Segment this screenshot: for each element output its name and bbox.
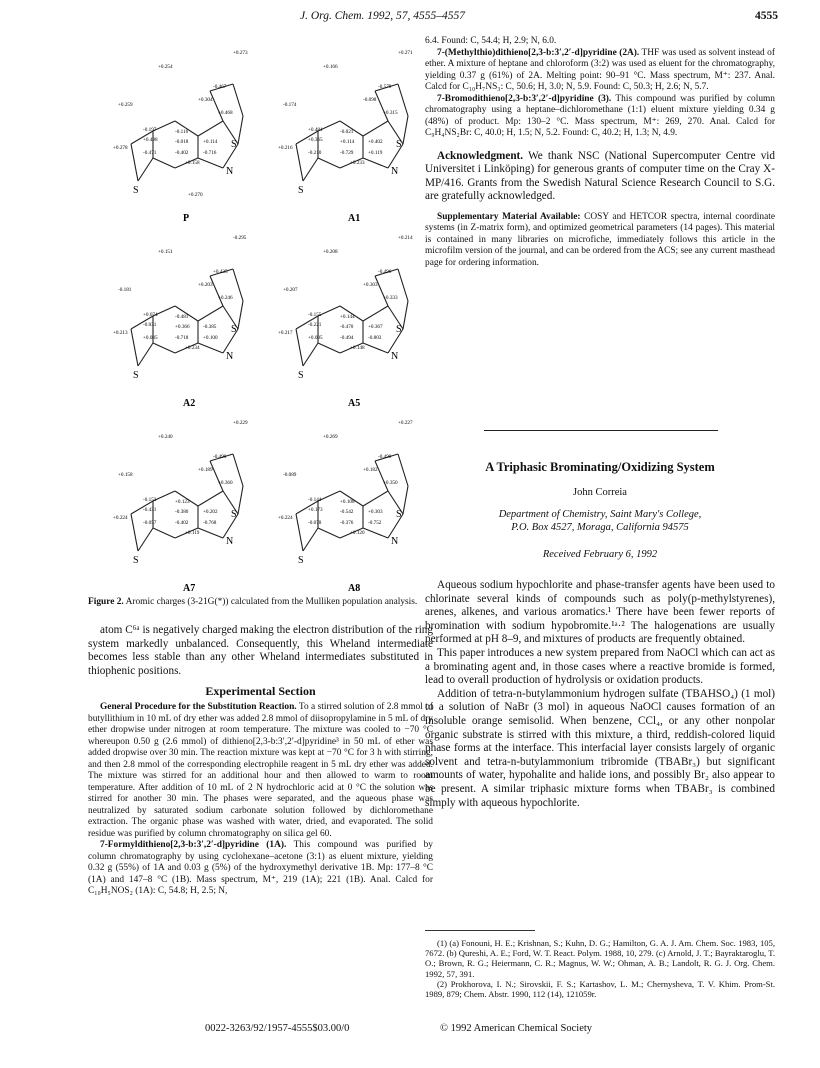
paragraph: atom C⁶ᵃ is negatively charged making the electron distribution of the ring system markedly unbalanced. Consequently, this Wheland intermediate becomes less stable than any other Wheland intermediates substituted in thiophenic positions. [88,624,433,677]
bond [403,301,408,329]
bond [138,528,153,551]
bond [198,121,223,136]
charge-value: -0.197 [143,127,157,133]
bond [210,276,223,306]
paragraph [88,702,433,840]
charge-value: +0.360 [218,480,233,486]
figure-caption [88,597,433,608]
charge-value: +0.270 [188,192,203,198]
charge-value: +0.119 [368,150,383,156]
charge-value: +0.114 [340,139,355,145]
charge-value: -0.210 [308,150,322,156]
charge-value: -0.153 [143,497,157,503]
bond [296,144,303,181]
charge-value: +0.208 [323,249,338,255]
charge-value: +0.233 [350,160,365,166]
bond [398,269,408,301]
charge-value: -0.496 [378,269,392,275]
footer-copyright: © 1992 American Chemical Society [440,1023,593,1034]
charge-value: +0.367 [368,324,383,330]
charge-value: +0.246 [218,295,233,301]
charge-value: +0.005 [308,335,323,341]
footnotes [425,938,775,999]
charge-value: -0.471 [143,150,157,156]
charge-value: +0.120 [350,530,365,536]
charge-value: +0.151 [158,249,173,255]
paragraph-heading: 7-Formyldithieno[2,3-b:3′,2′-d]pyridine (1A). [100,840,287,851]
charge-value: +0.224 [113,515,128,521]
bond [131,329,138,366]
charge-value: -0.376 [340,520,354,526]
received-date: Received February 6, 1992 [542,549,658,560]
charge-value: -0.490 [213,454,227,460]
charge-value: +0.273 [233,50,248,56]
affiliation-line: P.O. Box 4527, Moraga, California 94575 [511,522,689,533]
bond [303,343,318,366]
bond [363,343,388,353]
heteroatom-label: S [396,324,402,335]
journal-citation: J. Org. Chem. 1992, 57, 4555–4557 [300,10,466,22]
heteroatom-label: N [391,351,399,362]
left-column-text [88,624,433,898]
bond [296,514,303,551]
charge-value: -0.116 [175,129,189,135]
charge-value: +0.114 [203,139,218,145]
footnote: (2) Prokhorova, I. N.; Sirovskii, F. S.; Kartashov, L. M.; Chernysheva, T. V. Khim. Prom-St. 1989, 879; Chem. Abstr. 1990, 112 (14), 121059r. [425,978,775,1000]
bond [138,158,153,181]
charge-value: -0.718 [175,335,189,341]
charge-value: +0.216 [278,145,293,151]
heteroatom-label: N [226,351,234,362]
heteroatom-label: S [396,509,402,520]
caption-text: Aromic charges (3-21G(*)) calculated from the Mulliken population analysis. [125,597,418,607]
charge-value: +0.402 [368,139,383,145]
charge-value: -0.078 [308,520,322,526]
bond [375,91,388,121]
bond [238,116,243,144]
heteroatom-label: S [133,185,139,196]
paragraph-text: To a stirred solution of 2.8 mmol of butyllithium in 10 mL of dry ether was added 2.8 mmol of diisopropylamine in 5 mL of dry ether dropwise under nitrogen at room temperature. The mixture was cooled to −70 °C whereupon 0.50 g (2.6 mmol) of dithieno[2,3-b:3′,2′-d]pyridine³ in 50 mL of ether was added dropwise over 30 min. The reaction mixture was kept at −70 °C for 3 h with stirring, and then 2.8 mmol of the corresponding electrophile reagent in 5 mL dry ether was added. The mixture was stirred for an additional hour and then allowed to warm to room temperature. After addition of 10 mL of 2 N hydrochloric acid at 0 °C the solution was stirred for another 30 min. The phases were separated, and the aqueous phase was neutralized by saturated sodium carbonate solution followed by dichloromethane extraction. The organic phase was washed with water, dried, and evaporated. The solid residue was purified by column chromatography on silica gel 60. [88,702,433,839]
charge-value: -0.021 [340,129,354,135]
charge-value: -0.402 [175,520,189,526]
footnote: (1) (a) Fonouni, H. E.; Krishnan, S.; Kuhn, D. G.; Hamilton, G. A. J. Am. Chem. Soc. 1983, 105, 7672. (b) Qureshi, A. E.; Ford, W. T. React. Polym. 1988, 10, 279. (c) Arnold, J. T.; Bayraktaroglu, T. O.; Brown, R. G.; Heiermann, C. R.; Magnus, W. W.; Ohman, A. B.; Landolt, R. G. J. Org. Chem. 1992, 57, 391. [425,938,775,979]
charge-value: -0.803 [368,335,382,341]
charge-value: +0.214 [398,235,413,241]
charge-value: -0.729 [340,150,354,156]
charge-value: -0.402 [175,150,189,156]
bond [131,144,138,181]
charge-value: -0.031 [143,322,157,328]
bond [375,461,388,491]
bond [363,491,388,506]
charge-value: +0.303 [363,282,378,288]
heteroatom-label: S [133,555,139,566]
heteroatom-label: S [298,185,304,196]
charge-value: -0.018 [175,139,189,145]
charge-value: +0.278 [113,145,128,151]
heteroatom-label: N [226,166,234,177]
paragraph-text: This compound was purified by column chromatography using a heptane–dichloromethane (1:1) eluent mixture yielding 0.34 g (48%) of product. Mp: 130–2 °C. Mass spectrum, M⁺: 269, 270. Anal. Calcd for C₉H₄NS₂Br: C, 40.0; H, 1.5; N, 5.2. Found: C, 40.2; H, 1.3; N, 4.9. [425,93,775,138]
charge-value: +0.100 [203,335,218,341]
heteroatom-label: N [226,536,234,547]
paragraph [425,94,775,140]
bond [403,486,408,514]
bond [138,343,153,366]
charge-value: +0.271 [398,50,413,56]
molecule-label: A5 [348,398,361,409]
heteroatom-label: N [391,536,399,547]
charge-value: +0.234 [185,345,200,351]
bond [303,158,318,181]
charge-value: +0.366 [175,324,190,330]
charge-value: +0.085 [143,335,158,341]
paragraph-heading: Acknowledgment. [437,149,524,162]
page-header [0,10,820,28]
charge-value: +0.365 [308,137,323,143]
charge-value: -0.221 [308,322,322,328]
bond [398,454,408,486]
bond [398,84,408,116]
molecule-label: A2 [183,398,196,409]
charge-diagrams [88,36,428,596]
charge-value: +0.213 [113,330,128,336]
charge-value: +0.173 [308,507,323,513]
charge-value: +0.498 [143,137,158,143]
charge-value: -0.380 [175,509,189,515]
molecule-label: A7 [183,583,196,594]
molecule-a1 [278,50,413,224]
charge-value: +0.158 [185,160,200,166]
bond [296,329,303,366]
bond [198,158,223,168]
molecule-a5 [278,235,413,409]
charge-value: +0.227 [398,420,413,426]
charge-value: -0.385 [203,324,217,330]
charge-value: +0.207 [283,287,298,293]
bond [198,343,223,353]
bond [403,116,408,144]
acknowledgment [425,150,775,204]
paragraph-heading: Supplementary Material Available: [437,211,581,222]
bond [363,121,388,136]
bond [153,528,175,538]
bond [198,491,223,506]
charge-value: +0.144 [340,314,355,320]
bond [210,461,223,491]
bond [318,158,340,168]
charge-value: +0.468 [218,110,233,116]
charge-value: -0.295 [233,235,247,241]
molecule-label: P [183,213,190,224]
molecule-a2 [113,235,247,409]
article-body [425,579,775,810]
charge-value: -0.057 [143,520,157,526]
charge-value: +0.123 [175,499,190,505]
bond [210,91,223,121]
bond [318,343,340,353]
heteroatom-label: S [396,139,402,150]
charge-value: +0.481 [308,127,323,133]
author: John Correia [573,487,627,498]
molecule-p [113,50,248,224]
article-title: A Triphasic Brominating/Oxidizing System [485,460,715,474]
charge-value: +0.229 [233,420,248,426]
bond [198,528,223,538]
charge-value: +0.435 [213,269,228,275]
affiliation [425,508,775,534]
charge-value: -0.174 [283,102,297,108]
paragraph [88,840,433,898]
paragraph-text: This compound was purified by column chromatography by using cyclohexane–acetone (3:1) as eluent mixture, yielding 0.32 g (55%) of 1A and 0.03 g (5%) of the hydroxymethyl derivative 1B. Mp: 177–8 °C (1A) and 147–8 °C (1B). Mass spectrum, M⁺, 219 (1A); 221 (1B). Anal. Calcd for C₁₀H₅NOS₂ (1A): C, 54.8; H, 2.5; N, [88,840,433,897]
charge-value: -0.579 [378,84,392,90]
charge-value: +0.224 [278,515,293,521]
bond [131,514,138,551]
paragraph [425,48,775,94]
charge-value: -0.467 [213,84,227,90]
charge-value: +0.304 [198,97,213,103]
paragraph-heading: General Procedure for the Substitution Reaction. [100,702,297,713]
bond [233,269,243,301]
bond [375,276,388,306]
heteroatom-label: N [391,166,399,177]
charge-value: +0.315 [383,110,398,116]
charge-value: -0.144 [308,497,322,503]
charge-value: -0.716 [203,150,217,156]
charge-value: +0.182 [363,467,378,473]
charge-value: -0.494 [340,335,354,341]
charge-value: +0.189 [198,467,213,473]
heteroatom-label: S [231,324,237,335]
bond [238,301,243,329]
charge-value: -0.431 [143,507,157,513]
bond [198,306,223,321]
charge-value: -0.481 [175,314,189,320]
figure-2 [88,36,428,596]
bond [233,454,243,486]
bond [233,84,243,116]
footnote-divider [425,930,535,931]
heteroatom-label: S [231,509,237,520]
charge-value: +0.240 [158,434,173,440]
paragraph-heading: 7-Bromodithieno[2,3-b:3′,2′-d]pyridine (3). [437,93,612,104]
molecule-label: A8 [348,583,361,594]
paragraph: Aqueous sodium hypochlorite and phase-transfer agents have been used to chlorinate several kinds of compounds such as poly(p-methylstyrenes), arenes, alkenes, and various aromatics.¹ There have been fewer reports of bromination with sodium hypobromite.¹ᵃ·² The halogenations are usually performed at pH 8–9, and mixtures of products are frequently obtained. [425,579,775,646]
charge-value: +0.333 [383,295,398,301]
charge-value: +0.158 [118,472,133,478]
molecule-a7 [113,420,248,594]
charge-value: +0.166 [323,64,338,70]
paragraph: Addition of tetra-n-butylammonium hydrogen sulfate (TBAHSO₄) (1 mol) to a solution of NaBr (3 mol) in aqueous NaOCl causes formation of an insoluble orange semisolid. When benzene, CCl₄, or any other nonpolar organic substrate is stirred with this mixture, a third, reddish-colored liquid phase forms at the interface. This interfacial layer consists largely of organic solvent and tetra-n-butylammonium tribromide (TBABr₃) but significant amounts of water, hypohalite and halide ions, and possibly Br₂ also appear to be present. A similar triphasic mixture forms when TBABr₃ is combined simply with aqueous hypochlorite. [425,687,775,809]
section-heading: Experimental Section [205,684,316,699]
heteroatom-label: S [298,555,304,566]
page-number: 4555 [755,10,778,22]
charge-value: -0.155 [308,312,322,318]
footer-code: 0022-3263/92/1957-4555$03.00/0 [205,1023,350,1034]
bond [363,158,388,168]
charge-value: +0.350 [383,480,398,486]
charge-value: +0.202 [203,509,218,515]
affiliation-line: Department of Chemistry, Saint Mary's College, [498,509,702,520]
charge-value: -0.752 [368,520,382,526]
paragraph-text: We thank NSC (National Supercomputer Centre vid Universitet i Linköping) for generous grants of computer time on the Cray X-MP/416. Grants from the Swedish Natural Science Research Council to S.G. are gratefully acknowledged. [425,149,775,203]
charge-value: +0.303 [368,509,383,515]
charge-value: -0.490 [378,454,392,460]
charge-value: -0.768 [203,520,217,526]
charge-value: -0.470 [340,324,354,330]
divider [484,430,718,431]
charge-value: +0.217 [278,330,293,336]
charge-value: -0.542 [340,509,354,515]
right-column-top [425,36,775,269]
charge-value: +0.108 [340,499,355,505]
bond [318,528,340,538]
supplementary-material [425,212,775,270]
charge-value: +0.119 [185,530,200,536]
charge-value: +0.203 [198,282,213,288]
heteroatom-label: S [133,370,139,381]
bond [153,158,175,168]
paragraph: This paper introduces a new system prepared from NaOCl which can act as a brominating agent and, in those cases where a reactive bromide is formed, lead to overall production of hydrolysis or oxidation products. [425,646,775,687]
paragraph-text: THF was used as solvent instead of ether. A mixture of heptane and chloroform (3:2) was used as eluent for the chromatography, yielding 0.37 g (61%) of 2A. Melting point: 90–91 °C. Mass spectrum, M⁺: 237. Anal. Calcd for C₁₀H₇NS₃: C, 50.6; H, 3.0; N, 5.9. Found: C, 50.3; H, 2.6; N, 5.7. [425,47,775,92]
charge-value: -0.089 [283,472,297,478]
paragraph-heading: 7-(Methylthio)dithieno[2,3-b:3′,2′-d]pyridine (2A). [437,47,640,58]
paragraph-text: COSY and HETCOR spectra, internal coordinate systems (in Z-matrix form), and optimized geometrical parameters (14 pages). This material is contained in many libraries on microfiche, immediately follows this article in the microfilm version of the journal, and can be ordered from the ACS; see any current masthead page for ordering information. [425,211,775,268]
bond [303,528,318,551]
bond [153,343,175,353]
molecule-a8 [278,420,413,594]
paragraph: 6.4. Found: C, 54.4; H, 2.9; N, 6.0. [425,36,557,46]
charge-value: +0.259 [118,102,133,108]
charge-value: +0.254 [158,64,173,70]
heteroatom-label: S [298,370,304,381]
charge-value: -0.181 [118,287,132,293]
bond [363,306,388,321]
bond [238,486,243,514]
heteroatom-label: S [231,139,237,150]
charge-value: +0.074 [143,312,158,318]
molecule-label: A1 [348,213,361,224]
charge-value: +0.148 [350,345,365,351]
charge-value: -0.098 [363,97,377,103]
bond [363,528,388,538]
caption-label: Figure 2. [88,597,124,607]
charge-value: +0.269 [323,434,338,440]
